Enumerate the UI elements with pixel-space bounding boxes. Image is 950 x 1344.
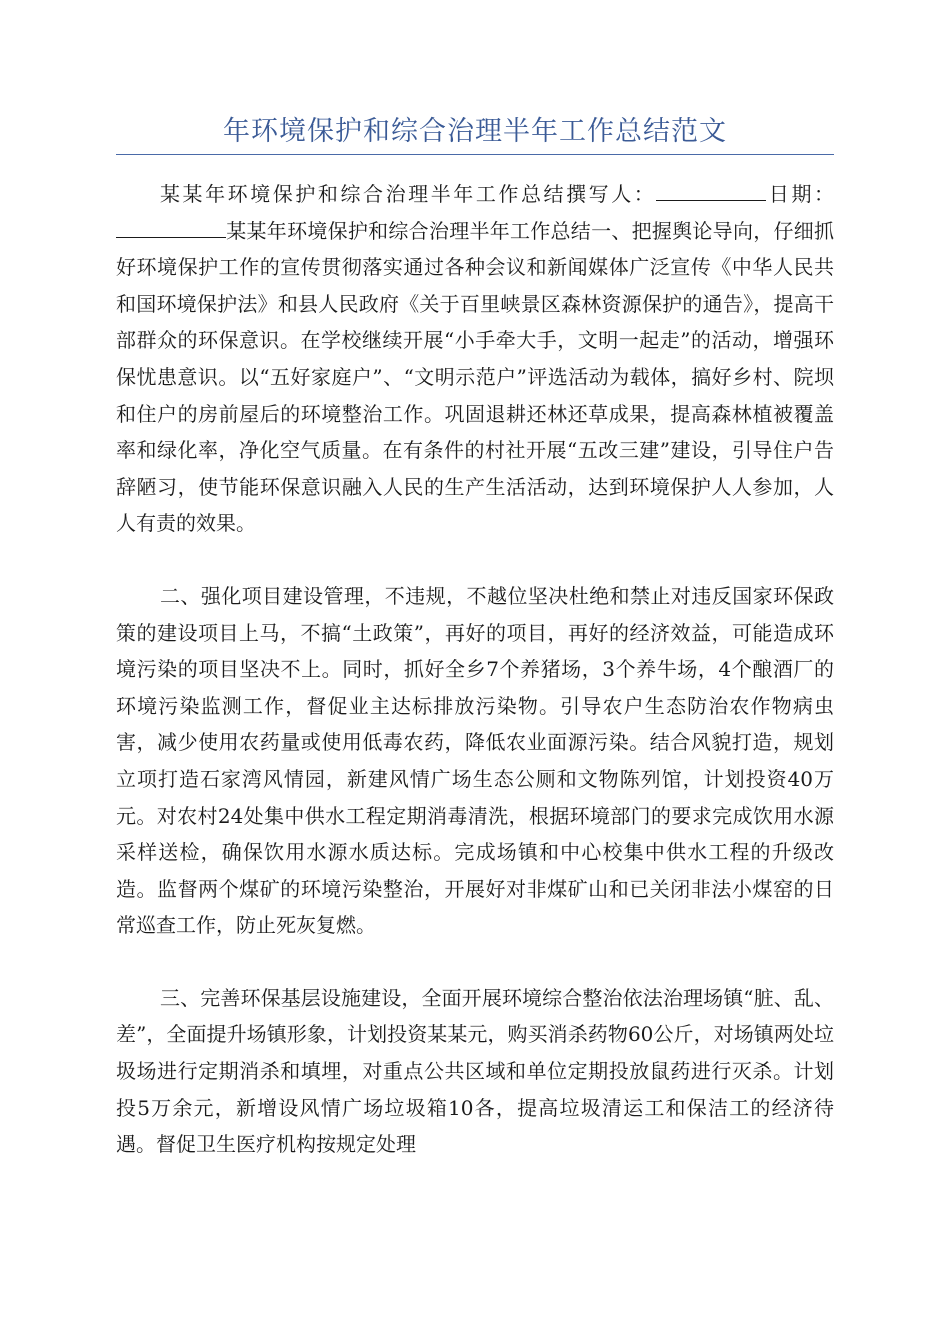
paragraph-2: 二、强化项目建设管理，不违规，不越位坚决杜绝和禁止对违反国家环保政策的建设项目上马，不搞“土政策”，再好的项目，再好的经济效益，可能造成环境污染的项目坚决不上。同时，抓好全乡7个养猪场，3个养牛场，4个酿酒厂的环境污染监测工作，督促业主达标排放污染物。引导农户生态防治农作物病虫害，减少使用农药量或使用低毒农药，降低农业面源污染。结合风貌打造，规划立项打造石家湾风情园，新建风情广场生态公厕和文物陈列馆，计划投资40万元。对农村24处集中供水工程定期消毒清洗，根据环境部门的要求完成饮用水源采样送检，确保饮用水源水质达标。完成场镇和中心校集中供水工程的升级改造。监督两个煤矿的环境污染整治，开展好对非煤矿山和已关闭非法小煤窑的日常巡查工作，防止死灰复燃。 <box>116 583 834 938</box>
writer-blank <box>656 180 766 201</box>
summary-heading: 某某年环境保护和综合治理半年工作总结 <box>226 218 592 243</box>
title-underline <box>116 154 834 155</box>
date-label: 日期： <box>766 182 835 206</box>
paragraph-1-text: 一、把握舆论导向，仔细抓好环境保护工作的宣传贯彻落实通过各种会议和新闻媒体广泛宣传《中华人民共和国环境保护法》和县人民政府《关于百里峡景区森林资源保护的通告》，提高干部群众的环保意识。在学校继续开展“小手牵大手，文明一起走”的活动，增强环保忧患意识。以“五好家庭户”、“文明示范户”评选活动为载体，搞好乡村、院坝和住户的房前屋后的环境整治工作。巩固退耕还林还草成果，提高森林植被覆盖率和绿化率，净化空气质量。在有条件的村社开展“五改三建”建设，引导住户告辞陋习，使节能环保意识融入人民的生产生活活动，达到环境保护人人参加，人人有责的效果。 <box>116 218 835 536</box>
paragraph-3: 三、完善环保基层设施建设，全面开展环境综合整治依法治理场镇“脏、乱、差”，全面提升场镇形象，计划投资某某元，购买消杀药物60公斤，对场镇两处垃圾场进行定期消杀和填埋，对重点公共区域和单位定期投放鼠药进行灭杀。计划投5万余元，新增设风情广场垃圾箱10各，提高垃圾清运工和保洁工的经济待遇。督促卫生医疗机构按规定处理 <box>116 985 834 1157</box>
date-blank <box>116 217 226 238</box>
writer-label: 某某年环境保护和综合治理半年工作总结撰写人： <box>160 182 657 206</box>
document-title: 年环境保护和综合治理半年工作总结范文 <box>223 116 727 147</box>
document-body <box>116 176 834 1163</box>
paragraph-intro <box>116 176 834 542</box>
